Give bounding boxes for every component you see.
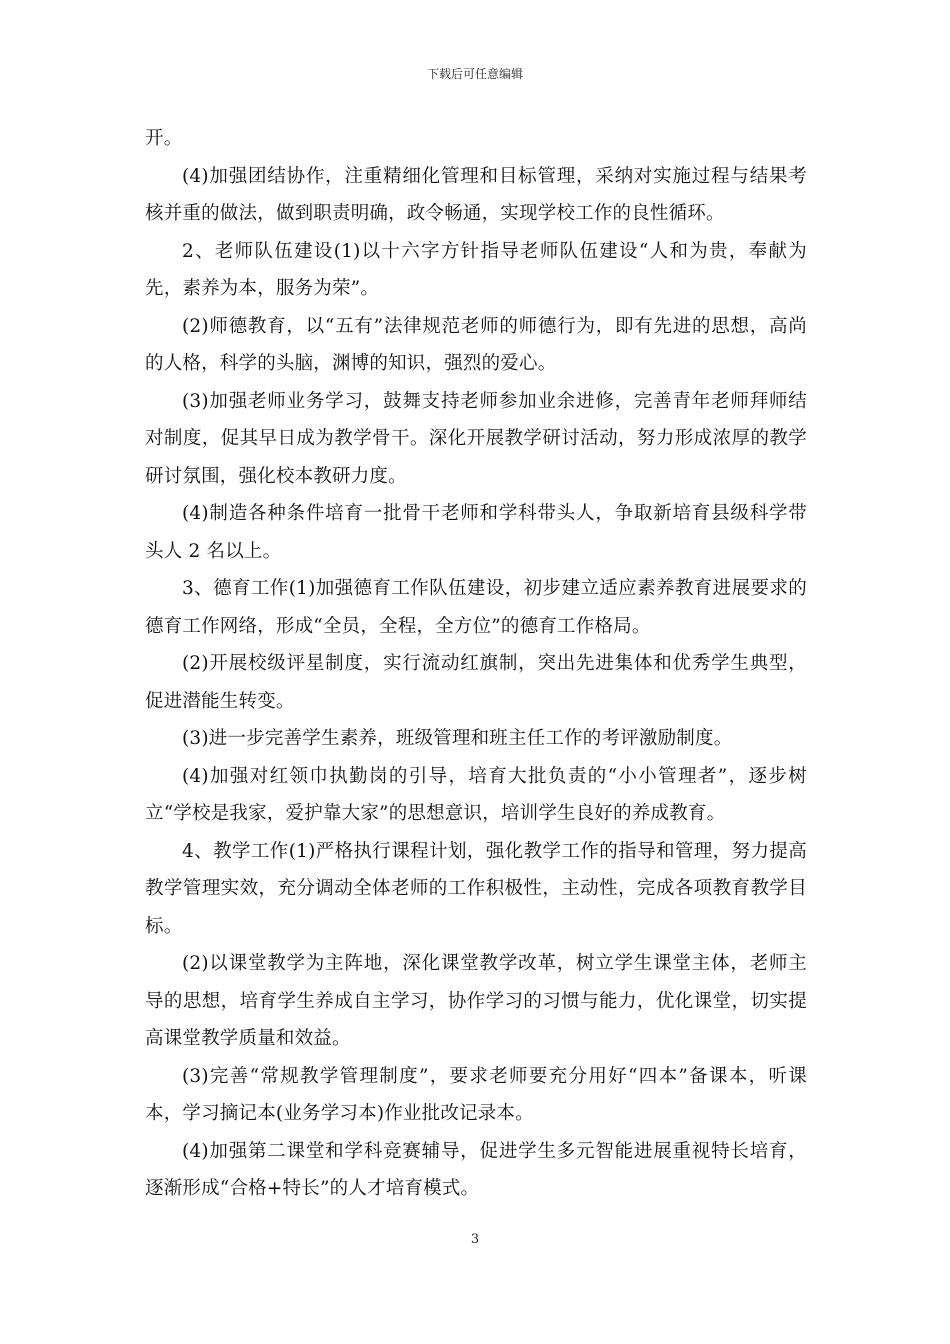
paragraph: (3)完善“常规教学管理制度”，要求老师要充分用好“四本”备课本，听课本，学习摘记本(业务学习本)作业批改记录本。 — [145, 1065, 807, 1124]
page-number: 3 — [470, 1232, 480, 1247]
paragraph: 2、老师队伍建设(1)以十六字方针指导老师队伍建设“人和为贵，奉献为先，素养为本，服务为荣”。 — [145, 240, 807, 299]
paragraph: (4)加强团结协作，注重精细化管理和目标管理，采纳对实施过程与结果考核并重的做法，做到职责明确，政令畅通，实现学校工作的良性循环。 — [145, 165, 807, 224]
paragraph: 3、德育工作(1)加强德育工作队伍建设，初步建立适应素养教育进展要求的德育工作网络，形成“全员，全程，全方位”的德育工作格局。 — [145, 578, 807, 637]
paragraph: (3)进一步完善学生素养，班级管理和班主任工作的考评激励制度。 — [182, 728, 733, 749]
paragraph: (2)以课堂教学为主阵地，深化课堂教学改革，树立学生课堂主体，老师主导的思想，培育学生养成自主学习，协作学习的习惯与能力，优化课堂，切实提高课堂教学质量和效益。 — [145, 953, 807, 1049]
paragraph: (4)加强第二课堂和学科竞赛辅导，促进学生多元智能进展重视特长培育，逐渐形成“合格+特长”的人才培育模式。 — [145, 1140, 807, 1199]
paragraph: (2)开展校级评星制度，实行流动红旗制，突出先进集体和优秀学生典型，促进潜能生转变。 — [145, 653, 807, 712]
paragraph: (4)制造各种条件培育一批骨干老师和学科带头人，争取新培育县级科学带头人 2 名以上。 — [145, 503, 807, 562]
paragraph: (2)师德教育，以“五有”法律规范老师的师德行为，即有先进的思想，高尚的人格，科学的头脑，渊博的知识，强烈的爱心。 — [145, 315, 807, 374]
paragraph: 4、教学工作(1)严格执行课程计划，强化教学工作的指导和管理，努力提高教学管理实效，充分调动全体老师的工作积极性，主动性，完成各项教育教学目标。 — [145, 840, 807, 937]
paragraph: 开。 — [145, 128, 183, 149]
paragraph: (3)加强老师业务学习，鼓舞支持老师参加业余进修，完善青年老师拜师结对制度，促其早日成为教学骨干。深化开展教学研讨活动，努力形成浓厚的教学研讨氛围，强化校本教研力度。 — [145, 390, 807, 487]
page-header: 下载后可任意编辑 — [426, 67, 523, 81]
paragraph: (4)加强对红领巾执勤岗的引导，培育大批负责的“小小管理者”，逐步树立“学校是我家，爱护靠大家”的思想意识，培训学生良好的养成教育。 — [145, 765, 807, 824]
document-body — [145, 120, 807, 1208]
